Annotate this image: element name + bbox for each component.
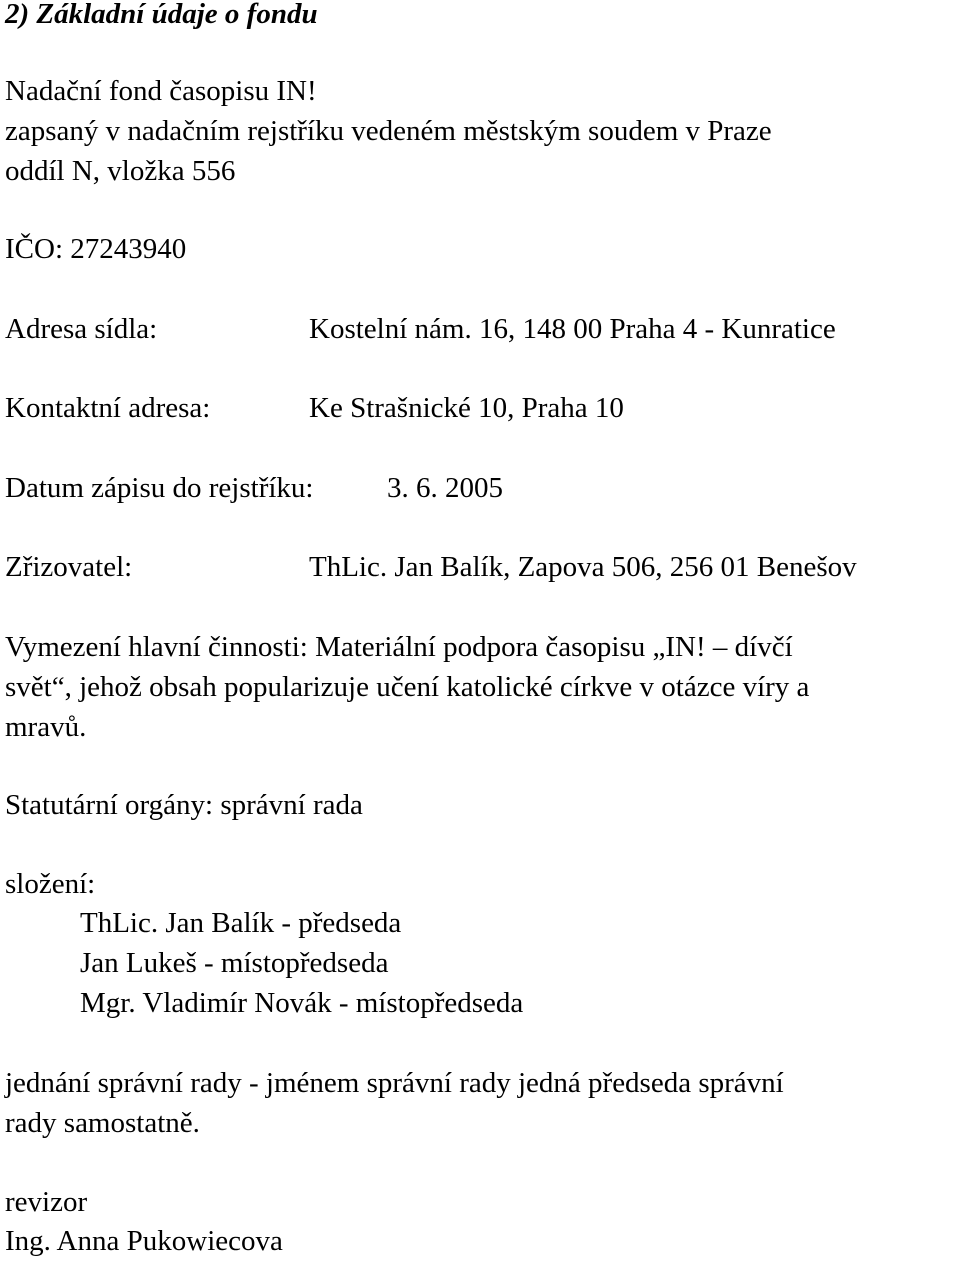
contact-label: Kontaktní adresa: [5,392,211,424]
member-chair: ThLic. Jan Balík - předseda [80,907,402,939]
auditor-name: Ing. Anna Pukowiecova [5,1225,283,1257]
seat-value: Kostelní nám. 16, 148 00 Praha 4 - Kunratice [309,313,836,345]
composition-label: složení: [5,868,96,900]
fund-section-line: oddíl N, vložka 556 [5,155,236,187]
fund-name: Nadační fond časopisu IN! [5,75,317,107]
activity-line-1: Vymezení hlavní činnosti: Materiální podpora časopisu „IN! – dívčí [5,631,793,663]
founder-value: ThLic. Jan Balík, Zapova 506, 256 01 Benešov [309,551,857,583]
seat-label: Adresa sídla: [5,313,158,345]
activity-line-3: mravů. [5,711,87,743]
founder-label: Zřizovatel: [5,551,133,583]
fund-registry-line: zapsaný v nadačním rejstříku vedeném městským soudem v Praze [5,115,772,147]
registration-label: Datum zápisu do rejstříku: [5,472,314,504]
contact-value: Ke Strašnické 10, Praha 10 [309,392,624,424]
statutory-bodies: Statutární orgány: správní rada [5,789,363,821]
acting-line-2: rady samostatně. [5,1107,200,1139]
ico: IČO: 27243940 [5,233,187,265]
section-heading: 2) Základní údaje o fondu [5,0,318,30]
auditor-label: revizor [5,1186,88,1218]
member-vice-chair-1: Jan Lukeš - místopředseda [80,947,389,979]
acting-line-1: jednání správní rady - jménem správní rady jedná předseda správní [5,1067,784,1099]
activity-line-2: svět“, jehož obsah popularizuje učení katolické církve v otázce víry a [5,671,810,703]
member-vice-chair-2: Mgr. Vladimír Novák - místopředseda [80,987,524,1019]
registration-value: 3. 6. 2005 [387,472,503,504]
